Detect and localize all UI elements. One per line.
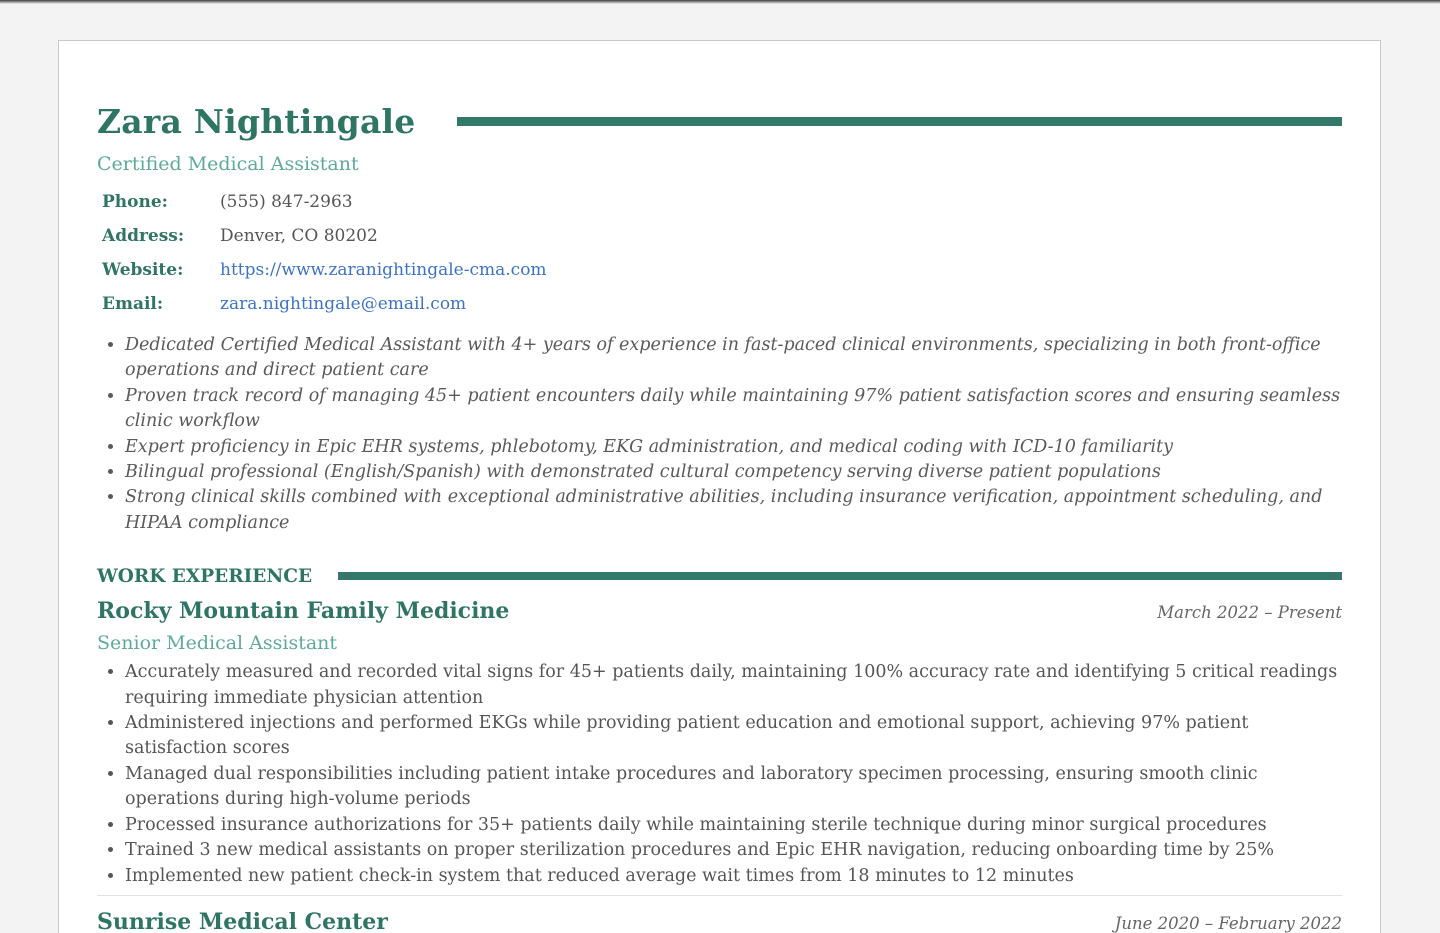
summary-item: • Bilingual professional (English/Spanish) with demonstrated cultural competency serving diverse patient populations bbox=[125, 460, 1342, 485]
phone-value: (555) 847-2963 bbox=[220, 192, 353, 212]
job-dates: March 2022 – Present bbox=[1157, 603, 1342, 623]
duty-item: • Administered injections and performed EKGs while providing patient education and emotional support, achieving 97% patient satisfaction scores bbox=[125, 711, 1342, 762]
contact-phone bbox=[102, 185, 1342, 219]
contact-address bbox=[102, 219, 1342, 253]
contact-label: Email: bbox=[102, 294, 164, 314]
contact-email bbox=[102, 287, 1342, 321]
contact-website bbox=[102, 253, 1342, 287]
job-role: Senior Medical Assistant bbox=[97, 632, 338, 655]
job-header bbox=[97, 905, 1342, 933]
window-top-edge bbox=[0, 0, 1440, 4]
work-experience-header bbox=[97, 562, 1342, 590]
summary-item: • Expert proficiency in Epic EHR systems, phlebotomy, EKG administration, and medical coding with ICD-10 familiarity bbox=[125, 435, 1342, 460]
job-divider bbox=[97, 895, 1342, 896]
name-row bbox=[97, 99, 1342, 143]
summary-item: • Dedicated Certified Medical Assistant with 4+ years of experience in fast-paced clinical environments, specializing in both front-office operations and direct patient care bbox=[125, 333, 1342, 384]
job-header bbox=[97, 594, 1342, 628]
contact-label: Website: bbox=[102, 260, 184, 280]
section-divider-rule bbox=[338, 572, 1342, 580]
contact-block bbox=[102, 185, 1342, 321]
contact-label: Phone: bbox=[102, 192, 168, 212]
name-divider-rule bbox=[457, 117, 1342, 126]
job-entry bbox=[97, 905, 1342, 933]
summary-list bbox=[97, 333, 1342, 536]
duty-item: • Processed insurance authorizations for 35+ patients daily while maintaining sterile technique during minor surgical procedures bbox=[125, 813, 1342, 838]
candidate-headline: Certified Medical Assistant bbox=[97, 153, 359, 175]
section-title: WORK EXPERIENCE bbox=[97, 565, 313, 587]
duty-item: • Managed dual responsibilities including patient intake procedures and laboratory specimen processing, ensuring smooth clinic operations during high-volume periods bbox=[125, 762, 1342, 813]
summary-item: • Strong clinical skills combined with exceptional administrative abilities, including insurance verification, appointment scheduling, and HIPAA compliance bbox=[125, 485, 1342, 536]
candidate-name: Zara Nightingale bbox=[97, 101, 416, 141]
resume-page bbox=[58, 40, 1381, 933]
duty-item: • Implemented new patient check-in system that reduced average wait times from 18 minutes to 12 minutes bbox=[125, 864, 1342, 889]
employer-name: Rocky Mountain Family Medicine bbox=[97, 598, 510, 625]
address-value: Denver, CO 80202 bbox=[220, 226, 378, 246]
summary-item: • Proven track record of managing 45+ patient encounters daily while maintaining 97% patient satisfaction scores and ensuring seamless clinic workflow bbox=[125, 384, 1342, 435]
duty-list bbox=[97, 660, 1342, 889]
email-link[interactable]: zara.nightingale@email.com bbox=[220, 294, 467, 314]
employer-name: Sunrise Medical Center bbox=[97, 908, 388, 933]
job-entry bbox=[97, 594, 1342, 896]
contact-label: Address: bbox=[102, 226, 185, 246]
duty-item: • Accurately measured and recorded vital signs for 45+ patients daily, maintaining 100% accuracy rate and identifying 5 critical readings requiring immediate physician attention bbox=[125, 660, 1342, 711]
job-dates: June 2020 – February 2022 bbox=[1114, 913, 1342, 933]
duty-item: • Trained 3 new medical assistants on proper sterilization procedures and Epic EHR navigation, reducing onboarding time by 25% bbox=[125, 838, 1342, 863]
website-link[interactable]: https://www.zaranightingale-cma.com bbox=[220, 260, 547, 280]
